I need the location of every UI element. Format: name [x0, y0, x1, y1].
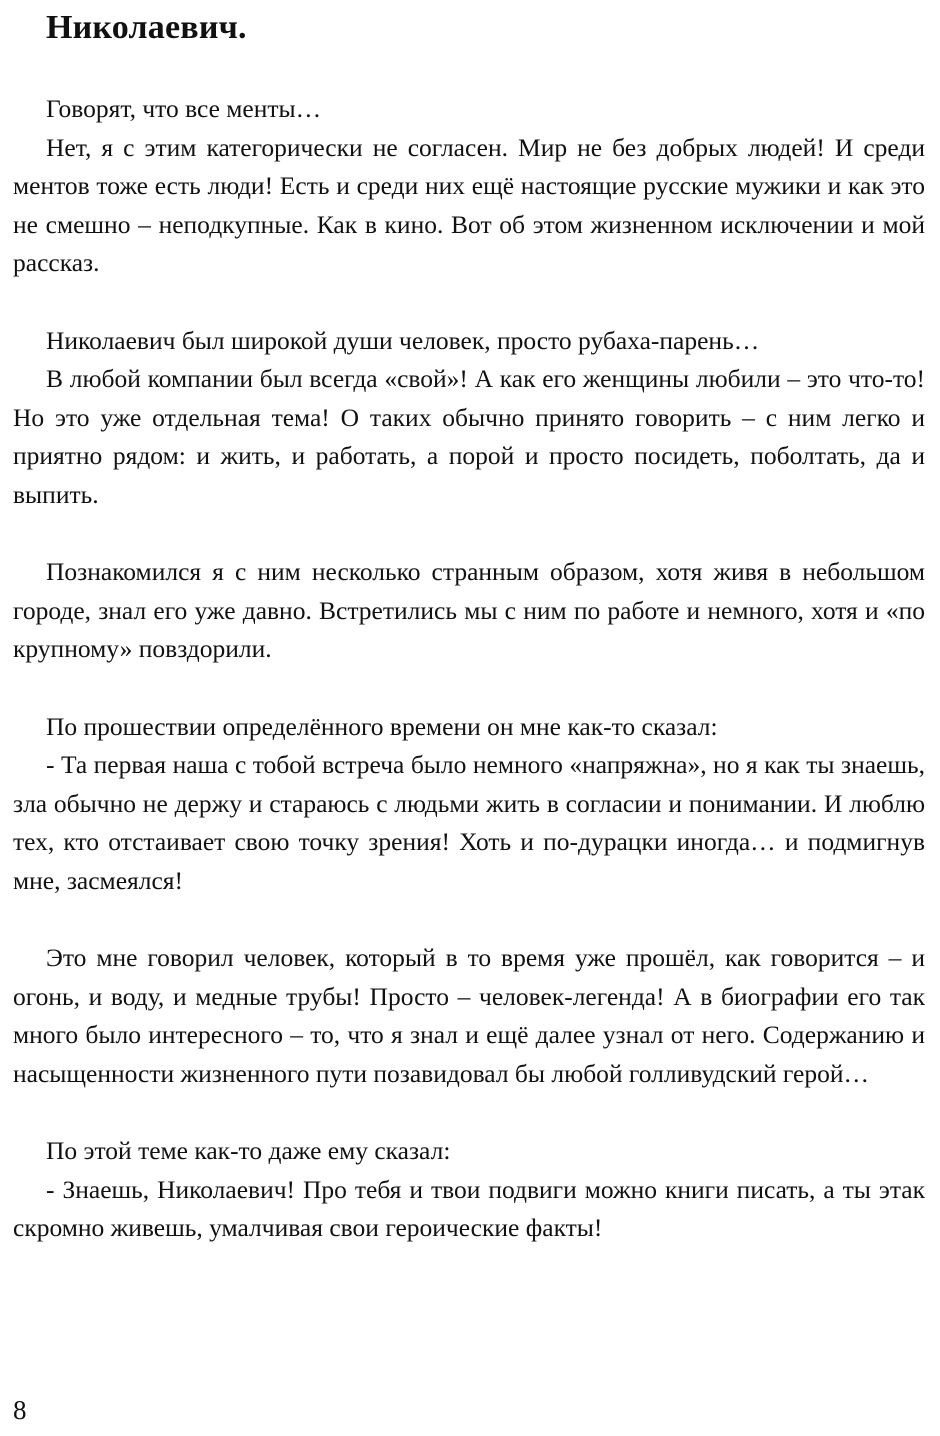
dialogue-paragraph: - Та первая наша с тобой встреча было немного «напряжна», но я как ты знаешь, зла обычно не держу и стараюсь с людьми жить в согласии и понимании. И люблю тех, кто отстаивает свою точку зрения! Хоть и по-дурацки иногда… и подмигнув мне, засмеялся!	[13, 750, 925, 895]
paragraph-gap	[13, 515, 925, 554]
paragraph: Николаевич был широкой души человек, просто рубаха-парень…	[46, 325, 760, 355]
paragraph: По этой теме как-то даже ему сказал:	[46, 1136, 451, 1166]
paragraph-gap	[13, 1093, 925, 1132]
document-page	[13, 0, 925, 1248]
paragraph: Познакомился я с ним несколько странным образом, хотя живя в небольшом городе, знал его уже давно. Встретились мы с ним по работе и немного, хотя и «по крупному» повздорили.	[13, 557, 925, 664]
chapter-title: Николаевич.	[46, 9, 247, 46]
paragraph-gap	[13, 900, 925, 939]
paragraph: Это мне говорил человек, который в то время уже прошёл, как говорится – и огонь, и воду, и медные трубы! Просто – человек-легенда! А в биографии его так много было интересного – то, что я знал и ещё далее узнал от него. Содержанию и насыщенности жизненного пути позавидовал бы любой голливудский герой…	[13, 943, 925, 1088]
paragraph: Говорят, что все менты…	[46, 94, 322, 123]
page-number: 8	[13, 1395, 27, 1425]
paragraph-gap	[13, 283, 925, 322]
paragraph: Нет, я с этим категорически не согласен. Мир не без добрых людей! И среди ментов тоже есть люди! Есть и среди них ещё настоящие русские мужики и как это не смешно – неподкупные. Как в кино. Вот об этом жизненном исключении и мой рассказ.	[13, 132, 925, 278]
body-text	[13, 90, 925, 1248]
paragraph: По прошествии определённого времени он мне как-то сказал:	[46, 711, 718, 741]
dialogue-paragraph: - Знаешь, Николаевич! Про тебя и твои подвиги можно книги писать, а ты этак скромно живешь, умалчивая свои героические факты!	[13, 1174, 925, 1243]
paragraph-gap	[13, 669, 925, 708]
paragraph: В любой компании был всегда «свой»! А как его женщины любили – это что-то! Но это уже отдельная тема! О таких обычно принято говорить – с ним легко и приятно рядом: и жить, и работать, а порой и просто посидеть, поболтать, да и выпить.	[13, 364, 925, 509]
